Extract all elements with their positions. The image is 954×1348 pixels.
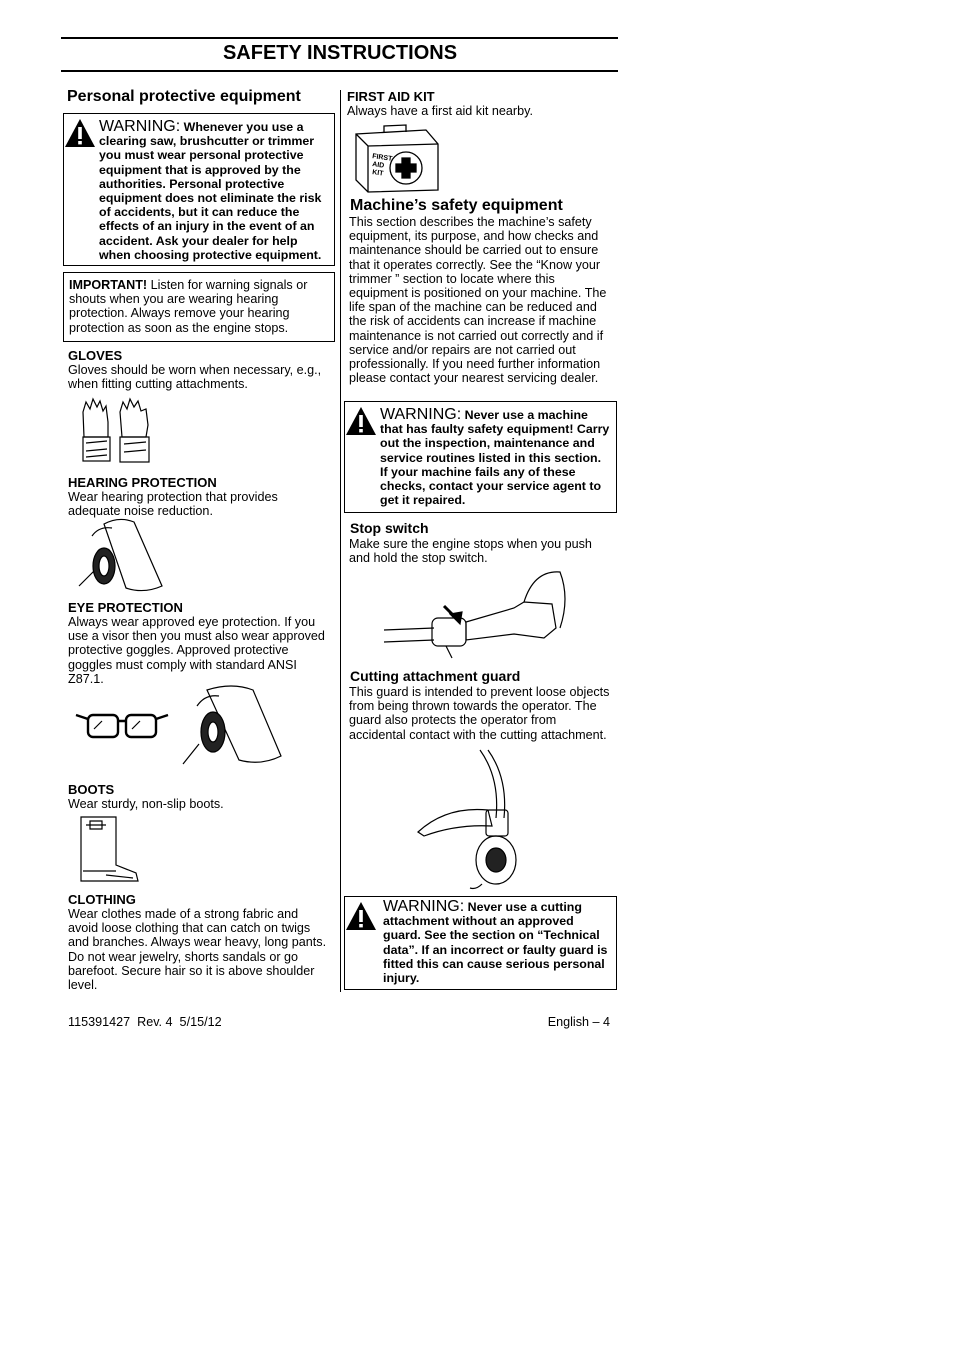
important-box <box>63 272 335 342</box>
important-text <box>69 278 327 335</box>
stop-switch-illustration <box>384 568 574 658</box>
boots-text: Wear sturdy, non-slip boots. <box>68 797 224 811</box>
first-aid-text: Always have a first aid kit nearby. <box>347 104 533 118</box>
warning-guard-text <box>383 900 612 985</box>
guard-heading: Cutting attachment guard <box>350 668 521 684</box>
visor-illustration <box>177 684 285 768</box>
page-title: SAFETY INSTRUCTIONS <box>222 42 458 64</box>
stop-switch-heading: Stop switch <box>350 520 429 536</box>
header-top-rule <box>61 37 618 39</box>
important-body: Listen for warning signals or shouts when you are wearing hearing protection. Always remove your hearing protection as soon as the engine stops. <box>69 278 308 335</box>
warning-box-faulty <box>344 401 617 513</box>
svg-text:AID: AID <box>371 161 385 170</box>
warning-word: WARNING: <box>99 118 181 135</box>
important-label: IMPORTANT! <box>69 278 148 292</box>
warning-box-ppe <box>63 113 335 266</box>
warning-triangle-icon <box>345 900 377 932</box>
column-divider <box>340 90 341 992</box>
hearing-text: Wear hearing protection that provides adequate noise reduction. <box>68 490 278 519</box>
warning-ppe-body: Whenever you use a clearing saw, brushcutter or trimmer you must wear personal protective equipment that is approved by the authorities. Personal protective equipment does not eliminate the risk of accidents, but it can reduce the effects of an injury in the event of an accident. Ask your dealer for help when choosing protective equipment. <box>99 120 322 262</box>
first-aid-kit-illustration <box>354 124 440 194</box>
guard-text: This guard is intended to prevent loose objects from being thrown towards the operator. The guard also protects the operator from accidental contact with the cutting attachment. <box>349 685 610 742</box>
warning-word: WARNING: <box>383 898 465 915</box>
warning-triangle-icon <box>64 117 96 149</box>
machine-safety-text: This section describes the machine’s safety equipment, its purpose, and how checks and maintenance should be carried out to ensure that it operates correctly. See the “Know your trimmer ” section to locate where this equipment is positioned on your machine. The life span of the machine can be reduced and the risk of accidents can increase if machine maintenance is not carried out correctly and if service and/or repairs are not carried out professionally. If you need further information please contact your nearest servicing dealer. <box>349 215 607 386</box>
svg-text:KIT: KIT <box>371 169 384 178</box>
stop-switch-text: Make sure the engine stops when you push and hold the stop switch. <box>349 537 592 566</box>
gloves-illustration <box>78 397 154 465</box>
warning-word: WARNING: <box>380 406 462 423</box>
eye-text: Always wear approved eye protection. If you use a visor then you must also wear approved protective goggles. Approved protective goggles must comply with standard ANSI Z87.1. <box>68 615 325 686</box>
warning-ppe-text <box>99 120 332 262</box>
machine-safety-heading: Machine’s safety equipment <box>350 197 563 214</box>
hearing-heading: HEARING PROTECTION <box>68 475 217 490</box>
footer-page-number: English – 4 <box>547 1015 610 1029</box>
svg-text:FIRST: FIRST <box>371 153 393 163</box>
cutting-guard-illustration <box>416 748 520 890</box>
eye-heading: EYE PROTECTION <box>68 600 183 615</box>
header-bottom-rule <box>61 70 618 72</box>
warning-triangle-icon <box>345 405 377 437</box>
clothing-heading: CLOTHING <box>68 892 136 907</box>
first-aid-heading: FIRST AID KIT <box>347 89 435 104</box>
goggles-illustration <box>74 705 170 741</box>
gloves-heading: GLOVES <box>68 348 123 363</box>
warning-guard-body: Never use a cutting attachment without an approved guard. See the section on “Technical data”. If an incorrect or faulty guard is fitted this can cause serious personal injury. <box>383 900 608 986</box>
hearing-protection-illustration <box>74 516 166 594</box>
ppe-heading: Personal protective equipment <box>67 88 301 105</box>
boots-illustration <box>78 815 142 887</box>
footer-doc-number: 115391427 Rev. 4 5/15/12 <box>68 1015 222 1029</box>
warning-faulty-body: Never use a machine that has faulty safety equipment! Carry out the inspection, maintenance and service routines listed in this section. If your machine fails any of these checks, contact your service agent to get it repaired. <box>380 408 610 508</box>
clothing-text: Wear clothes made of a strong fabric and avoid loose clothing that can catch on twigs and branches. Always wear heavy, long pants. Do not wear jewelry, shorts sandals or go barefoot. Secure hair so it is above shoulder level. <box>68 907 327 993</box>
gloves-text: Gloves should be worn when necessary, e.g., when fitting cutting attachments. <box>68 363 322 392</box>
warning-box-guard <box>344 896 617 990</box>
warning-faulty-text <box>380 408 612 507</box>
boots-heading: BOOTS <box>68 782 115 797</box>
